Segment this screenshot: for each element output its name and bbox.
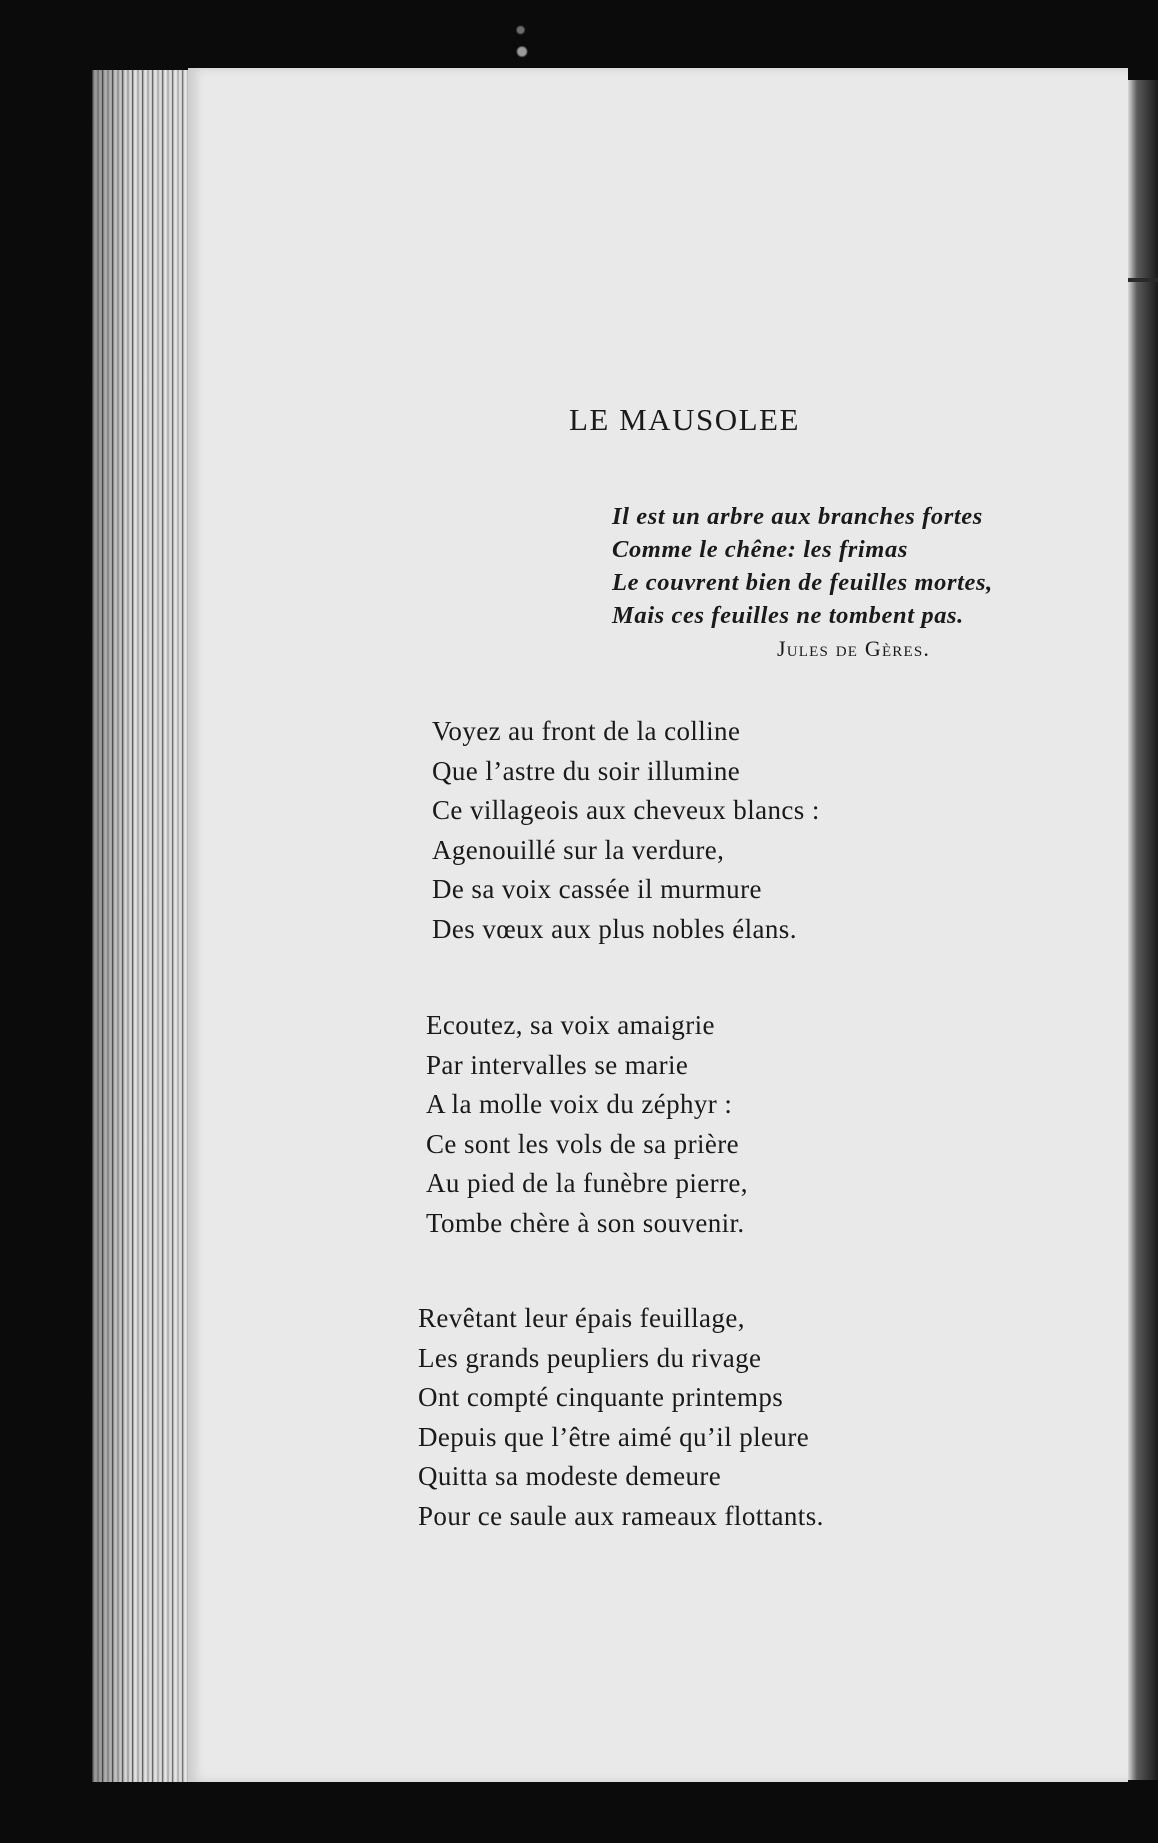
stanza-2 [426, 1006, 748, 1244]
verse-line: Voyez au front de la colline [432, 716, 741, 746]
epigraph-author: Jules de Gères. [777, 636, 931, 661]
scan-speck [515, 18, 529, 66]
verse-line: A la molle voix du zéphyr : [426, 1089, 733, 1120]
verse-line: Depuis que l’être aimé qu’il pleure [418, 1421, 810, 1452]
verse-line: Ce villageois aux cheveux blancs : [432, 795, 820, 826]
verse-line: Revêtant leur épais feuillage, [418, 1303, 745, 1333]
epigraph-line: Comme le chêne: les frimas [612, 536, 908, 563]
verse-line: Ecoutez, sa voix amaigrie [426, 1010, 715, 1040]
verse-line: Pour ce saule aux rameaux flottants. [418, 1500, 824, 1531]
epigraph-line: Il est un arbre aux branches fortes [612, 503, 983, 530]
verse-line: Quitta sa modeste demeure [418, 1461, 722, 1492]
verse-line: Par intervalles se marie [426, 1049, 689, 1080]
epigraph-line: Le couvrent bien de feuilles mortes, [612, 569, 993, 596]
verse-line: De sa voix cassée il murmure [432, 874, 762, 905]
verse-line: Des vœux aux plus nobles élans. [432, 913, 797, 944]
epigraph [612, 500, 993, 632]
edge-mark [1128, 278, 1158, 282]
epigraph-line: Mais ces feuilles ne tombent pas. [612, 602, 964, 629]
verse-line: Tombe chère à son souvenir. [426, 1207, 745, 1238]
poem-title: LE MAUSOLEE [569, 402, 800, 437]
verse-line: Ce sont les vols de sa prière [426, 1128, 740, 1159]
book-binding-edge [1128, 80, 1158, 1780]
verse-line: Agenouillé sur la verdure, [432, 834, 725, 865]
verse-line: Que l’astre du soir illumine [432, 755, 741, 786]
stanza-3 [418, 1299, 824, 1537]
verse-line: Ont compté cinquante printemps [418, 1382, 784, 1413]
verse-line: Au pied de la funèbre pierre, [426, 1168, 748, 1199]
verse-line: Les grands peupliers du rivage [418, 1342, 762, 1373]
stanza-1 [432, 712, 820, 950]
book-page-edges [92, 70, 192, 1782]
